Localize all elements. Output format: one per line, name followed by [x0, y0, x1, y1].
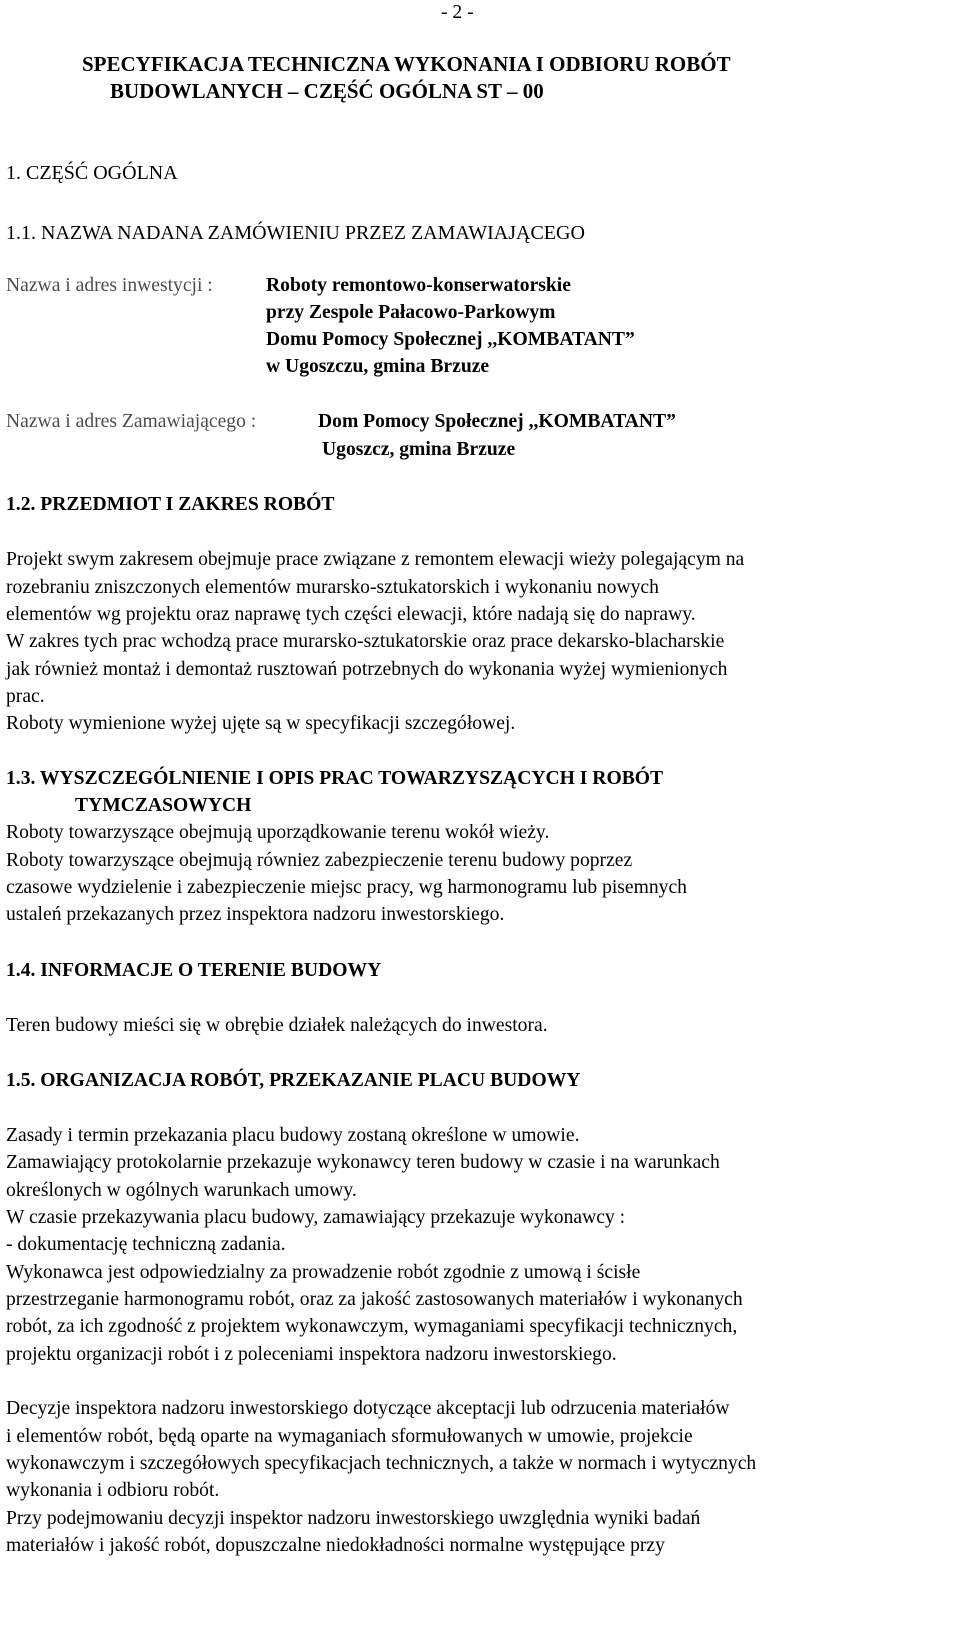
paragraph-line: Wykonawca jest odpowiedzialny za prowadzenie robót zgodnie z umową i ścisłe	[6, 1262, 641, 1283]
paragraph-line: czasowe wydzielenie i zabezpieczenie miejsc pracy, wg harmonogramu lub pisemnych	[6, 877, 687, 898]
paragraph-line: Teren budowy mieści się w obrębie działek należących do inwestora.	[6, 1015, 548, 1036]
paragraph-line: i elementów robót, będą oparte na wymaganiach sformułowanych w umowie, projekcie	[6, 1426, 693, 1447]
paragraph-line: Roboty towarzyszące obejmują równiez zabezpieczenie terenu budowy poprzez	[6, 850, 633, 871]
paragraph-line: Roboty wymienione wyżej ujęte są w specyfikacji szczegółowej.	[6, 713, 516, 734]
spec-title-line-1: SPECYFIKACJA TECHNICZNA WYKONANIA I ODBIORU ROBÓT	[82, 52, 731, 76]
client-line: Ugoszcz, gmina Brzuze	[322, 439, 516, 460]
investment-label: Nazwa i adres inwestycji :	[6, 275, 213, 296]
paragraph-line: prac.	[6, 686, 45, 707]
investment-line: przy Zespole Pałacowo-Parkowym	[266, 302, 556, 323]
section-1-2-heading: 1.2. PRZEDMIOT I ZAKRES ROBÓT	[6, 494, 335, 515]
spec-title-line-2: BUDOWLANYCH – CZĘŚĆ OGÓLNA ST – 00	[110, 79, 544, 103]
investment-line: Roboty remontowo-konserwatorskie	[266, 275, 571, 296]
paragraph-line: Projekt swym zakresem obejmuje prace związane z remontem elewacji wieży polegającym na	[6, 549, 745, 570]
paragraph-line: wykonania i odbioru robót.	[6, 1480, 220, 1501]
page-number: - 2 -	[441, 2, 474, 23]
paragraph-line: elementów wg projektu oraz naprawę tych części elewacji, które nadają się do naprawy.	[6, 604, 696, 625]
client-label: Nazwa i adres Zamawiającego :	[6, 411, 257, 432]
paragraph-line: projektu organizacji robót i z poleceniami inspektora nadzoru inwestorskiego.	[6, 1344, 617, 1365]
investment-line: Domu Pomocy Społecznej ,,KOMBATANT”	[266, 329, 635, 350]
paragraph-line: Roboty towarzyszące obejmują uporządkowanie terenu wokół wieży.	[6, 822, 550, 843]
paragraph-line: W zakres tych prac wchodzą prace murarsko-sztukatorskie oraz prace dekarsko-blacharskie	[6, 631, 725, 652]
paragraph-line: W czasie przekazywania placu budowy, zamawiający przekazuje wykonawcy :	[6, 1207, 626, 1228]
part-heading: 1. CZĘŚĆ OGÓLNA	[6, 162, 178, 184]
investment-line: w Ugoszczu, gmina Brzuze	[266, 356, 490, 377]
paragraph-line: jak również montaż i demontaż rusztowań potrzebnych do wykonania wyżej wymienionych	[6, 659, 728, 680]
section-1-3-heading: 1.3. WYSZCZEGÓLNIENIE I OPIS PRAC TOWARZYSZĄCYCH I ROBÓT	[6, 768, 664, 789]
paragraph-line: - dokumentację techniczną zadania.	[6, 1234, 286, 1255]
paragraph-line: materiałów i jakość robót, dopuszczalne niedokładności normalne występujące przy	[6, 1535, 665, 1556]
paragraph-line: wykonawczym i szczegółowych specyfikacjach technicznych, a także w normach i wytycznych	[6, 1453, 757, 1474]
paragraph-line: przestrzeganie harmonogramu robót, oraz za jakość zastosowanych materiałów i wykonanych	[6, 1289, 743, 1310]
paragraph-line: Zasady i termin przekazania placu budowy zostaną określone w umowie.	[6, 1125, 580, 1146]
section-1-4-heading: 1.4. INFORMACJE O TERENIE BUDOWY	[6, 960, 382, 981]
paragraph-line: robót, za ich zgodność z projektem wykonawczym, wymaganiami specyfikacji technicznych,	[6, 1316, 738, 1337]
client-line: Dom Pomocy Społecznej ,,KOMBATANT”	[318, 411, 676, 432]
section-1-1-heading: 1.1. NAZWA NADANA ZAMÓWIENIU PRZEZ ZAMAWIAJĄCEGO	[6, 222, 585, 244]
paragraph-line: Decyzje inspektora nadzoru inwestorskiego dotyczące akceptacji lub odrzucenia materiałów	[6, 1398, 730, 1419]
paragraph-line: określonych w ogólnych warunkach umowy.	[6, 1180, 357, 1201]
paragraph-line: rozebraniu zniszczonych elementów murarsko-sztukatorskich i wykonaniu nowych	[6, 577, 659, 598]
paragraph-line: ustaleń przekazanych przez inspektora nadzoru inwestorskiego.	[6, 904, 505, 925]
paragraph-line: Przy podejmowaniu decyzji inspektor nadzoru inwestorskiego uwzględnia wyniki badań	[6, 1508, 701, 1529]
paragraph-line: Zamawiający protokolarnie przekazuje wykonawcy teren budowy w czasie i na warunkach	[6, 1152, 720, 1173]
section-1-5-heading: 1.5. ORGANIZACJA ROBÓT, PRZEKAZANIE PLACU BUDOWY	[6, 1070, 581, 1091]
section-1-3-heading-continued: TYMCZASOWYCH	[75, 795, 252, 816]
